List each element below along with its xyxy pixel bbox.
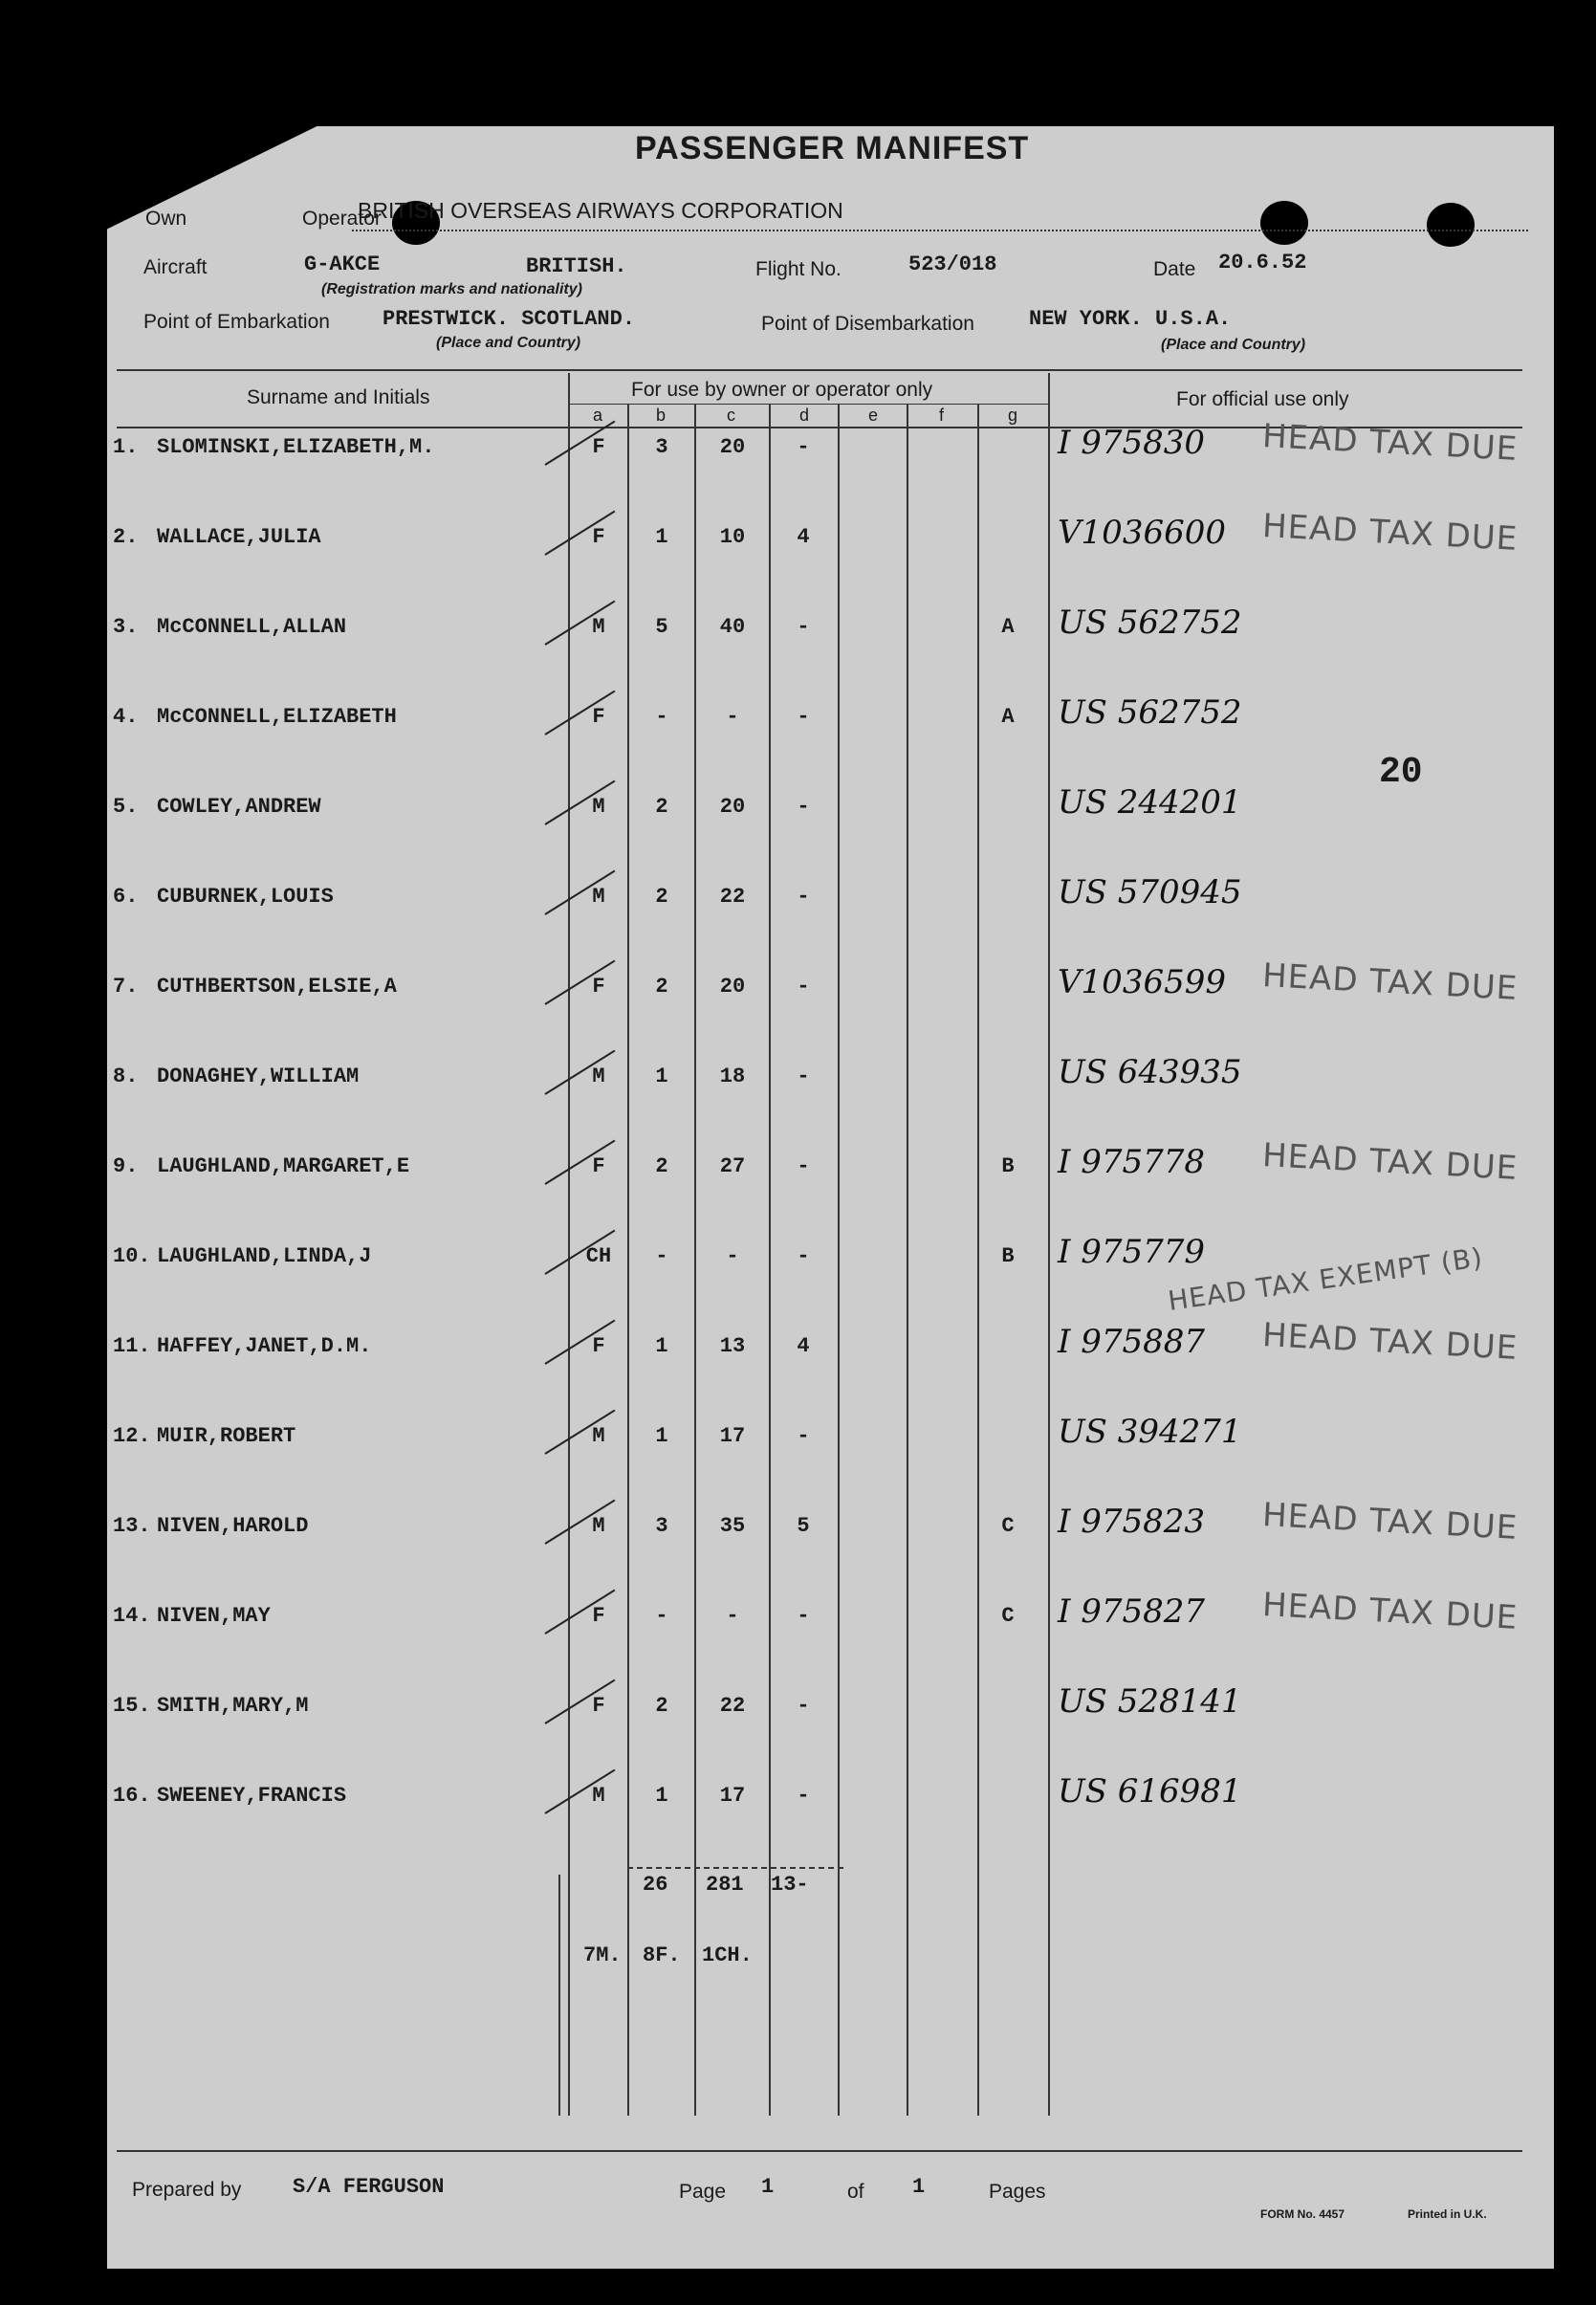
total-c: 281 (706, 1873, 744, 1897)
row-c: - (726, 705, 739, 729)
row-g: C (1001, 1604, 1015, 1628)
row-name: HAFFEY,JANET,D.M. (157, 1334, 372, 1358)
pages-label: Pages (989, 2181, 1046, 2203)
row-a: F (592, 1604, 605, 1628)
head-tax-stamp: HEAD TAX DUE (1261, 956, 1519, 1008)
total-females: 8F. (643, 1943, 681, 1967)
disembarkation-note: (Place and Country) (1161, 337, 1306, 353)
official-number: I 975823 (1058, 1503, 1206, 1541)
row-a: F (592, 1154, 605, 1178)
aircraft-label: Aircraft (143, 256, 208, 278)
row-name: CUTHBERTSON,ELSIE,A (157, 975, 397, 999)
row-name: NIVEN,MAY (157, 1604, 271, 1628)
row-c: 17 (719, 1784, 746, 1808)
flight-label: Flight No. (755, 258, 842, 280)
official-number: V1036600 (1058, 514, 1226, 552)
row-b: 2 (655, 795, 668, 819)
row-num: 5. (113, 795, 139, 819)
head-tax-stamp: HEAD TAX EXEMPT (B) (1166, 1241, 1485, 1317)
head-tax-stamp: HEAD TAX DUE (1261, 507, 1519, 559)
row-a: F (592, 705, 605, 729)
row-name: COWLEY,ANDREW (157, 795, 321, 819)
row-d: - (797, 615, 810, 639)
row-a: M (592, 615, 605, 639)
prepared-by-value: S/A FERGUSON (293, 2175, 445, 2199)
official-number: US 244201 (1058, 783, 1242, 822)
head-tax-stamp: HEAD TAX DUE (1261, 1586, 1519, 1637)
row-name: DONAGHEY,WILLIAM (157, 1065, 360, 1088)
page-label: Page (679, 2181, 727, 2203)
row-c: 10 (719, 525, 746, 549)
row-c: 13 (719, 1334, 746, 1358)
row-b: 3 (655, 435, 668, 459)
row-num: 3. (113, 615, 139, 639)
aircraft-note: (Registration marks and nationality) (321, 281, 582, 297)
head-tax-stamp: HEAD TAX DUE (1261, 417, 1519, 469)
date-label: Date (1153, 258, 1196, 280)
row-a: F (592, 1694, 605, 1718)
row-c: 18 (719, 1065, 746, 1088)
official-number: US 394271 (1058, 1413, 1242, 1451)
col-letter-e: e (868, 406, 879, 425)
row-a: F (592, 1334, 605, 1358)
row-b: 2 (655, 1694, 668, 1718)
row-c: 17 (719, 1424, 746, 1448)
row-b: - (655, 1604, 668, 1628)
row-a: F (592, 975, 605, 999)
row-d: - (797, 1244, 810, 1268)
operator-value: BRITISH OVERSEAS AIRWAYS CORPORATION (358, 198, 843, 223)
official-number: I 975830 (1058, 424, 1206, 462)
row-b: 2 (655, 1154, 668, 1178)
row-a: M (592, 1784, 605, 1808)
row-g: B (1001, 1244, 1015, 1268)
row-c: 35 (719, 1514, 746, 1538)
row-b: 3 (655, 1514, 668, 1538)
col-letter-f: f (939, 406, 945, 425)
row-c: 20 (719, 975, 746, 999)
total-d: 13- (771, 1873, 809, 1897)
row-name: LAUGHLAND,LINDA,J (157, 1244, 372, 1268)
total-children: 1CH. (702, 1943, 753, 1967)
row-a: M (592, 1424, 605, 1448)
page-title: PASSENGER MANIFEST (635, 130, 1030, 166)
row-d: - (797, 1154, 810, 1178)
row-name: SLOMINSKI,ELIZABETH,M. (157, 435, 435, 459)
punch-hole (1260, 201, 1308, 245)
head-tax-stamp: HEAD TAX DUE (1261, 1136, 1519, 1188)
row-num: 11. (113, 1334, 151, 1358)
row-g: A (1001, 705, 1015, 729)
row-a: CH (585, 1244, 612, 1268)
head-tax-stamp: HEAD TAX DUE (1261, 1496, 1519, 1548)
disembarkation-value: NEW YORK. U.S.A. (1029, 307, 1232, 331)
row-num: 13. (113, 1514, 151, 1538)
aircraft-nationality: BRITISH. (526, 254, 627, 278)
official-number: US 528141 (1058, 1682, 1242, 1721)
official-number: US 643935 (1058, 1053, 1242, 1091)
row-g: B (1001, 1154, 1015, 1178)
row-c: 27 (719, 1154, 746, 1178)
official-number: US 562752 (1058, 604, 1242, 642)
col-letter-d: d (799, 406, 810, 425)
col-header-owner-use: For use by owner or operator only (631, 379, 933, 401)
row-name: McCONNELL,ELIZABETH (157, 705, 397, 729)
punch-hole (1427, 203, 1475, 247)
official-number: US 616981 (1058, 1772, 1242, 1811)
operator-label: Operator (302, 208, 382, 230)
row-name: SWEENEY,FRANCIS (157, 1784, 347, 1808)
of-label: of (847, 2181, 864, 2203)
col-header-name: Surname and Initials (247, 386, 430, 408)
embarkation-label: Point of Embarkation (143, 311, 330, 333)
official-number: V1036599 (1058, 963, 1226, 1001)
row-d: 4 (797, 525, 810, 549)
printed-in: Printed in U.K. (1408, 2207, 1487, 2221)
row-c: - (726, 1244, 739, 1268)
row-num: 1. (113, 435, 139, 459)
row-d: - (797, 1424, 810, 1448)
row-d: - (797, 1604, 810, 1628)
row-num: 14. (113, 1604, 151, 1628)
row-name: MUIR,ROBERT (157, 1424, 296, 1448)
row-num: 4. (113, 705, 139, 729)
owner-label: Own (145, 208, 187, 230)
row-num: 16. (113, 1784, 151, 1808)
aircraft-registration: G-AKCE (304, 252, 381, 276)
row-a: M (592, 1514, 605, 1538)
row-d: - (797, 1784, 810, 1808)
embarkation-value: PRESTWICK. SCOTLAND. (383, 307, 636, 331)
row-num: 12. (113, 1424, 151, 1448)
row-name: SMITH,MARY,M (157, 1694, 309, 1718)
row-d: - (797, 705, 810, 729)
row-c: 40 (719, 615, 746, 639)
row-num: 9. (113, 1154, 139, 1178)
row-name: WALLACE,JULIA (157, 525, 321, 549)
row-num: 2. (113, 525, 139, 549)
row-num: 8. (113, 1065, 139, 1088)
official-number: US 570945 (1058, 873, 1242, 911)
row-b: 1 (655, 1424, 668, 1448)
row-a: M (592, 1065, 605, 1088)
row-name: CUBURNEK,LOUIS (157, 885, 334, 909)
row-d: - (797, 885, 810, 909)
row-a: M (592, 795, 605, 819)
row-c: 22 (719, 885, 746, 909)
form-number: FORM No. 4457 (1260, 2207, 1345, 2221)
row-g: A (1001, 615, 1015, 639)
col-letter-g: g (1008, 406, 1018, 425)
row-b: 2 (655, 885, 668, 909)
side-note: 20 (1379, 752, 1423, 793)
row-d: 4 (797, 1334, 810, 1358)
row-b: 1 (655, 525, 668, 549)
row-a: F (592, 525, 605, 549)
date-value: 20.6.52 (1218, 251, 1307, 274)
row-name: LAUGHLAND,MARGARET,E (157, 1154, 410, 1178)
row-b: - (655, 705, 668, 729)
row-num: 10. (113, 1244, 151, 1268)
row-num: 7. (113, 975, 139, 999)
row-g: C (1001, 1514, 1015, 1538)
row-a: M (592, 885, 605, 909)
row-b: - (655, 1244, 668, 1268)
row-num: 15. (113, 1694, 151, 1718)
row-c: 22 (719, 1694, 746, 1718)
row-c: 20 (719, 435, 746, 459)
row-d: - (797, 975, 810, 999)
head-tax-stamp: HEAD TAX DUE (1261, 1316, 1519, 1368)
row-c: 20 (719, 795, 746, 819)
row-a: F (592, 435, 605, 459)
row-d: - (797, 795, 810, 819)
row-b: 1 (655, 1065, 668, 1088)
prepared-by-label: Prepared by (132, 2179, 242, 2201)
row-d: 5 (797, 1514, 810, 1538)
row-d: - (797, 1694, 810, 1718)
col-letter-a: a (593, 406, 603, 425)
total-b: 26 (643, 1873, 668, 1897)
row-c: - (726, 1604, 739, 1628)
disembarkation-label: Point of Disembarkation (761, 313, 974, 335)
official-number: I 975779 (1058, 1233, 1206, 1271)
row-name: NIVEN,HAROLD (157, 1514, 309, 1538)
flight-number: 523/018 (908, 252, 997, 276)
row-num: 6. (113, 885, 139, 909)
row-d: - (797, 435, 810, 459)
page-value: 1 (761, 2175, 775, 2199)
official-number: I 975887 (1058, 1323, 1206, 1361)
official-number: I 975778 (1058, 1143, 1206, 1181)
official-number: US 562752 (1058, 693, 1242, 732)
row-b: 1 (655, 1784, 668, 1808)
row-b: 1 (655, 1334, 668, 1358)
col-letter-b: b (656, 406, 667, 425)
col-letter-c: c (727, 406, 735, 425)
row-d: - (797, 1065, 810, 1088)
total-males: 7M. (583, 1943, 622, 1967)
col-header-official: For official use only (1176, 388, 1349, 410)
row-b: 2 (655, 975, 668, 999)
of-value: 1 (912, 2175, 926, 2199)
embarkation-note: (Place and Country) (436, 335, 581, 351)
row-name: McCONNELL,ALLAN (157, 615, 347, 639)
official-number: I 975827 (1058, 1592, 1206, 1631)
row-b: 5 (655, 615, 668, 639)
